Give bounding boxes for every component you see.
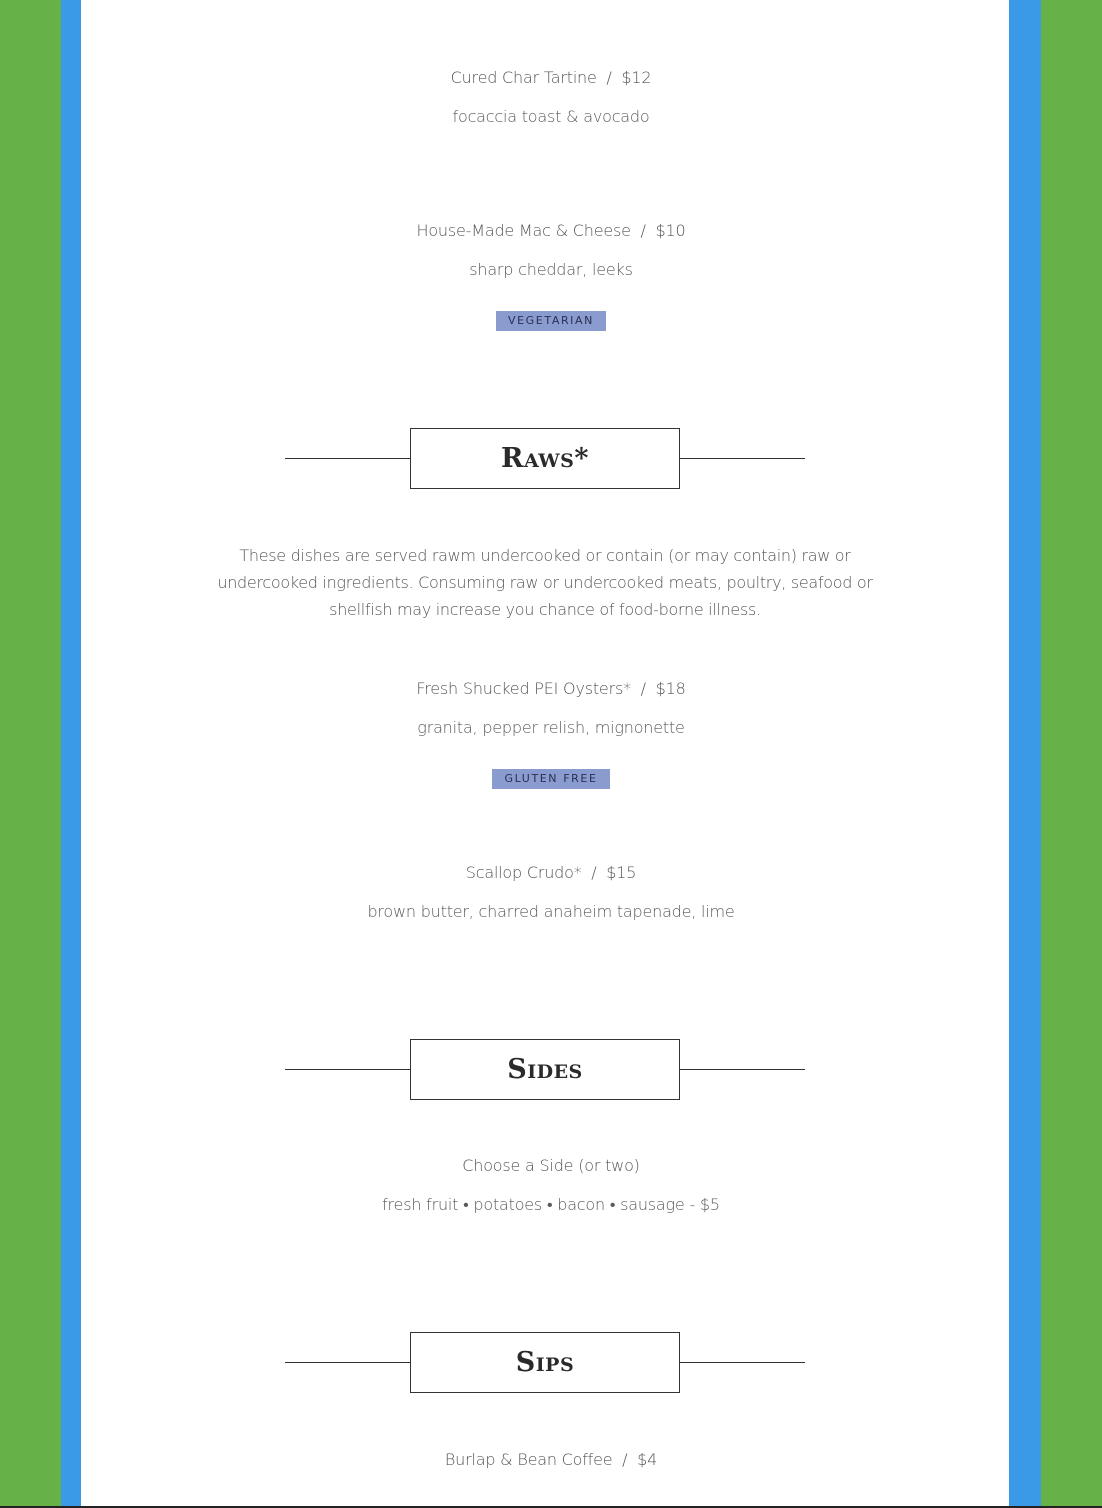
section-title: Sides bbox=[507, 1054, 583, 1085]
menu-item-title: Fresh Shucked PEI Oysters* / $18 bbox=[416, 679, 686, 698]
section-heading-sips bbox=[410, 1332, 680, 1393]
section-title: Sips bbox=[515, 1347, 575, 1378]
gluten-free-badge: GLUTEN FREE bbox=[492, 769, 609, 789]
vegetarian-badge: VEGETARIAN bbox=[496, 311, 606, 331]
menu-item-description: brown butter, charred anaheim tapenade, lime bbox=[367, 902, 735, 921]
menu-item-title: Scallop Crudo* / $15 bbox=[465, 863, 637, 882]
menu-item-title: Burlap & Bean Coffee / $4 bbox=[444, 1450, 658, 1469]
menu-item-description: focaccia toast & avocado bbox=[452, 107, 650, 126]
menu-item-description: granita, pepper relish, mignonette bbox=[417, 718, 685, 737]
section-heading-raws bbox=[410, 428, 680, 489]
section-title: Raws* bbox=[501, 443, 589, 474]
tag-row bbox=[0, 769, 1102, 789]
sides-options: fresh fruit • potatoes • bacon • sausage - $5 bbox=[382, 1195, 720, 1214]
menu-item-description: sharp cheddar, leeks bbox=[469, 260, 633, 279]
section-heading-sides bbox=[410, 1039, 680, 1100]
raw-food-notice: These dishes are served rawm undercooked or contain (or may contain) raw or undercooked ingredients. Consuming raw or undercooked meats, poultry, seafood or shellfish may increase you chance of food-borne illness. bbox=[217, 546, 873, 619]
sides-subtitle: Choose a Side (or two) bbox=[462, 1156, 640, 1175]
menu-item-title: House-Made Mac & Cheese / $10 bbox=[416, 221, 686, 240]
menu-item-title: Cured Char Tartine / $12 bbox=[450, 68, 652, 87]
tag-row bbox=[0, 311, 1102, 331]
